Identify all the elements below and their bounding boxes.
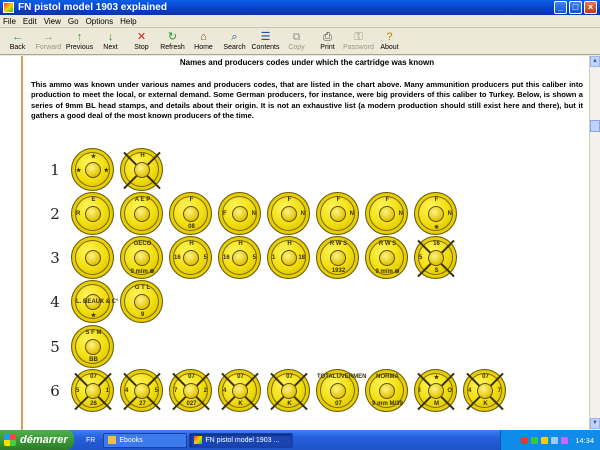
primer <box>85 206 101 222</box>
headstamp-top-mark: H <box>238 241 243 247</box>
next-arrow-icon: ↓ <box>107 31 114 43</box>
toolbar-copy-button[interactable] <box>281 29 312 55</box>
row-number: 2 <box>50 205 60 223</box>
headstamp <box>120 369 163 412</box>
maximize-button[interactable]: □ <box>569 1 582 14</box>
primer <box>85 250 101 266</box>
headstamp <box>316 369 367 412</box>
close-button[interactable]: × <box>584 1 597 14</box>
headstamp-right-mark: 5 <box>154 388 158 394</box>
headstamp-bottom-mark: ✳ <box>433 225 440 231</box>
headstamp <box>316 192 359 235</box>
primer <box>134 250 150 266</box>
primer <box>183 383 199 399</box>
primer <box>281 250 297 266</box>
primer <box>330 383 346 399</box>
headstamp-bottom-mark: M <box>434 401 439 407</box>
headstamp-top-mark: TOTALUVERMEN <box>317 374 367 380</box>
headstamp-left-mark: R <box>76 211 81 217</box>
toolbar <box>0 29 600 55</box>
tray-shield-icon[interactable] <box>521 437 528 444</box>
headstamp-bottom-mark: K <box>287 401 292 407</box>
headstamp-bottom-mark: 08 <box>188 224 195 230</box>
headstamp-left-mark: 7 <box>174 388 178 394</box>
clock: 14:34 <box>575 435 594 445</box>
primer <box>85 162 101 178</box>
headstamp <box>267 192 310 235</box>
toolbar-label: Refresh <box>160 44 185 51</box>
left-margin <box>0 56 22 430</box>
headstamp-top-mark: 07 <box>286 374 293 380</box>
headstamp-left-mark: I <box>419 388 421 394</box>
headstamp-left-mark: F <box>223 211 227 217</box>
headstamp-top-mark: E <box>91 197 96 203</box>
app-task-icon <box>194 436 202 444</box>
headstamp <box>71 325 114 368</box>
window-title: FN pistol model 1903 explained <box>18 2 167 13</box>
headstamp-top-mark: F <box>385 197 390 203</box>
primer <box>379 383 395 399</box>
headstamp-bottom-mark: 07 <box>335 401 342 407</box>
vertical-scrollbar[interactable] <box>589 56 600 430</box>
row-number: 6 <box>50 382 60 400</box>
system-tray <box>500 430 600 450</box>
headstamp <box>169 236 212 279</box>
headstamp <box>267 369 310 412</box>
windows-logo-icon <box>4 434 16 446</box>
headstamp-right-mark: 1 <box>105 388 109 394</box>
forward-arrow-icon: → <box>43 31 54 43</box>
headstamp-top-mark: S F M <box>85 330 102 336</box>
row-number: 5 <box>50 338 60 356</box>
primer <box>232 383 248 399</box>
primer <box>134 206 150 222</box>
headstamp-bottom-mark: ★ <box>90 313 97 319</box>
headstamp <box>71 369 114 412</box>
headstamp <box>414 236 457 279</box>
headstamp-top-mark: 07 <box>90 374 97 380</box>
headstamp-bottom-mark: K <box>483 401 488 407</box>
search-icon: ⌕ <box>231 31 238 43</box>
headstamp-bottom-mark: K <box>238 401 243 407</box>
headstamp-top-mark: A E P <box>134 197 151 203</box>
headstamp-bottom-mark: 9 <box>140 312 145 318</box>
headstamp <box>218 192 261 235</box>
toolbar-refresh-button[interactable] <box>157 29 188 55</box>
headstamp-bottom-mark: 027 <box>186 401 197 407</box>
row-number: 3 <box>50 249 60 267</box>
toolbar-label: Back <box>9 44 26 51</box>
task-fn-pistol-label: FN pistol model 1903 ... <box>205 436 280 444</box>
content-pane <box>22 56 590 430</box>
headstamp-top-mark: 07 <box>482 374 489 380</box>
primer <box>330 250 346 266</box>
headstamp-right-mark: N <box>251 211 256 217</box>
scroll-down-icon[interactable]: ▼ <box>590 418 600 429</box>
headstamp <box>120 280 163 323</box>
headstamp-left-mark: 1 <box>272 255 276 261</box>
refresh-icon: ↻ <box>167 31 178 43</box>
headstamp-right-mark: N <box>398 211 403 217</box>
task-fn-pistol[interactable] <box>189 433 293 448</box>
toolbar-label: Print <box>320 44 335 51</box>
headstamp-left-mark: ★ <box>76 168 82 174</box>
headstamp-right-mark: 5 <box>252 255 256 261</box>
primer <box>232 250 248 266</box>
primer <box>134 294 150 310</box>
app-icon <box>3 2 14 13</box>
primer <box>428 383 444 399</box>
headstamp <box>365 369 408 412</box>
headstamp-bottom-mark: 9 mm M/39 <box>372 401 403 407</box>
headstamp-bottom-mark: 9 m/m ⊕ <box>375 269 400 275</box>
primer <box>183 250 199 266</box>
primer <box>281 383 297 399</box>
intro-paragraph: This ammo was known under various names and producers codes, that are listed in the chart above. Many ammunition producers put this caliber into production to meet the local, or external demand. Some German producers, for instance, were big providers of this caliber to Turkey. Below, is shown a series of 9mm BL head stamps, and details about their origin. It is not an exhaustive list (a modern production should still exist here and there), but it gathers a good deal of the most known producers of the time. <box>31 80 583 121</box>
headstamp <box>71 280 119 323</box>
primer <box>281 206 297 222</box>
primer <box>232 206 248 222</box>
toolbar-label: Copy <box>288 44 305 51</box>
primer <box>85 339 101 355</box>
language-indicator[interactable]: FR <box>86 436 96 444</box>
toolbar-back-button[interactable] <box>2 29 33 55</box>
toolbar-forward-button[interactable] <box>33 29 64 55</box>
toolbar-label: Previous <box>65 44 94 51</box>
toolbar-label: Next <box>103 44 118 51</box>
headstamp <box>120 148 163 191</box>
headstamp-right-mark: 18 <box>298 255 305 261</box>
headstamp-top-mark: F <box>189 197 194 203</box>
headstamp-bottom-mark: 27 <box>139 401 146 407</box>
headstamp-top-mark: 16 <box>433 241 440 247</box>
headstamp-left-mark: 4 <box>125 388 129 394</box>
toolbar-label: Password <box>343 44 374 51</box>
row-number: 4 <box>50 293 60 311</box>
primer <box>85 383 101 399</box>
toolbar-previous-button[interactable] <box>64 29 95 55</box>
about-icon: ? <box>386 31 393 43</box>
primer <box>428 250 444 266</box>
primer <box>134 383 150 399</box>
headstamp-right-mark: N <box>300 211 305 217</box>
page-heading: Names and producers codes under which the cartridge was known <box>179 58 435 67</box>
headstamp-top-mark: H <box>140 153 145 159</box>
headstamp-top-mark: ★ <box>433 375 440 381</box>
toolbar-contents-button[interactable] <box>250 29 281 55</box>
headstamp-top-mark: ★ <box>90 154 97 160</box>
toolbar-print-button[interactable] <box>312 29 343 55</box>
scroll-up-icon[interactable]: ▲ <box>590 56 600 67</box>
headstamp-bottom-mark: 1932 <box>331 268 346 274</box>
headstamp-left-mark: 16 <box>174 255 181 261</box>
headstamp-top-mark: R W S <box>329 241 348 247</box>
primer <box>379 206 395 222</box>
headstamp <box>71 192 114 235</box>
headstamp-right-mark: 7 <box>497 388 501 394</box>
tray-volume-icon[interactable] <box>541 437 548 444</box>
headstamp-top-mark: R W S <box>378 241 397 247</box>
headstamp-left-mark: 5 <box>419 255 423 261</box>
menu-help[interactable]: Help <box>120 16 137 26</box>
toolbar-stop-button[interactable] <box>126 29 157 55</box>
headstamp-right-mark: O <box>447 388 452 394</box>
headstamp-bottom-mark: 26 <box>90 401 97 407</box>
stop-icon: ✕ <box>136 31 147 43</box>
headstamp <box>71 236 114 279</box>
tray-monitor-icon[interactable] <box>551 437 558 444</box>
headstamp-top-mark: F <box>336 197 341 203</box>
toolbar-label: Home <box>194 44 213 51</box>
title-bar[interactable] <box>0 0 600 15</box>
toolbar-label: Stop <box>134 44 149 51</box>
headstamp-top-mark: 07 <box>188 374 195 380</box>
scroll-thumb[interactable] <box>590 120 600 132</box>
home-icon: ⌂ <box>200 31 207 43</box>
headstamp <box>169 192 212 235</box>
headstamp-right-mark: 5 <box>203 255 207 261</box>
headstamp <box>365 236 408 279</box>
headstamp-top-mark: F <box>287 197 292 203</box>
task-ebooks-label: Ebooks <box>119 436 143 444</box>
headstamp-right-mark: N <box>349 211 354 217</box>
headstamp <box>463 369 506 412</box>
minimize-button[interactable]: _ <box>554 1 567 14</box>
copy-icon: ⧉ <box>292 31 301 43</box>
headstamp-bottom-mark: BB <box>89 357 98 363</box>
toolbar-next-button[interactable] <box>95 29 126 55</box>
menu-bar <box>0 15 600 28</box>
headstamp <box>71 148 114 191</box>
toolbar-label: About <box>380 44 399 51</box>
headstamp <box>120 236 163 279</box>
contents-icon: ☰ <box>260 31 271 43</box>
headstamp <box>218 236 261 279</box>
back-arrow-icon: ← <box>12 31 23 43</box>
headstamp <box>414 369 457 412</box>
toolbar-label: Contents <box>251 44 280 51</box>
menu-go[interactable]: Go <box>67 16 79 26</box>
headstamp-top-mark: 07 <box>237 374 244 380</box>
menu-edit[interactable]: Edit <box>22 16 37 26</box>
print-icon: ⎙ <box>323 31 332 43</box>
primer <box>183 206 199 222</box>
headstamp-bottom-mark: 9 m/m ⊕ <box>130 269 155 275</box>
headstamp <box>365 192 408 235</box>
headstamp <box>218 369 261 412</box>
primer <box>330 206 346 222</box>
start-label: démarrer <box>20 434 68 446</box>
previous-arrow-icon: ↑ <box>76 31 83 43</box>
toolbar-label: Forward <box>35 44 62 51</box>
headstamp-right-mark: 2 <box>203 388 207 394</box>
headstamp-bottom-mark: S <box>434 268 439 274</box>
headstamp-right-mark: N <box>447 211 452 217</box>
taskbar <box>0 430 600 450</box>
folder-icon <box>108 436 116 444</box>
headstamp-top-mark: NORMA <box>376 374 399 380</box>
password-icon: ⚿ <box>354 31 363 43</box>
start-button[interactable] <box>0 430 74 450</box>
headstamp-top-mark: G T L <box>134 285 151 291</box>
headstamp-top-mark: F <box>434 197 439 203</box>
task-ebooks[interactable] <box>103 433 187 448</box>
toolbar-search-button[interactable] <box>219 29 250 55</box>
primer <box>428 206 444 222</box>
primer <box>379 250 395 266</box>
tray-network-icon[interactable] <box>531 437 538 444</box>
menu-view[interactable]: View <box>43 16 61 26</box>
menu-file[interactable]: File <box>3 16 16 26</box>
headstamp-left-mark: 16 <box>223 255 230 261</box>
menu-options[interactable]: Options <box>85 16 114 26</box>
headstamp <box>414 192 457 235</box>
headstamp <box>120 192 163 235</box>
headstamp <box>316 236 359 279</box>
toolbar-about-button[interactable] <box>374 29 405 55</box>
headstamp-top-mark: H <box>189 241 194 247</box>
headstamp-top-mark: H <box>287 241 292 247</box>
headstamp-left-mark: L. BEAUX & C° <box>76 299 119 305</box>
headstamp-top-mark: GECO <box>133 241 152 247</box>
headstamp-left-mark: 4 <box>468 388 472 394</box>
headstamp <box>169 369 212 412</box>
toolbar-home-button[interactable] <box>188 29 219 55</box>
headstamp-right-mark: ★ <box>103 168 109 174</box>
primer <box>134 162 150 178</box>
headstamp-left-mark: 5 <box>76 388 80 394</box>
row-number: 1 <box>50 161 60 179</box>
primer <box>477 383 493 399</box>
tray-app-icon[interactable] <box>561 437 568 444</box>
toolbar-label: Search <box>223 44 246 51</box>
headstamp-left-mark: 4 <box>223 388 227 394</box>
headstamp <box>267 236 310 279</box>
toolbar-password-button[interactable] <box>343 29 374 55</box>
